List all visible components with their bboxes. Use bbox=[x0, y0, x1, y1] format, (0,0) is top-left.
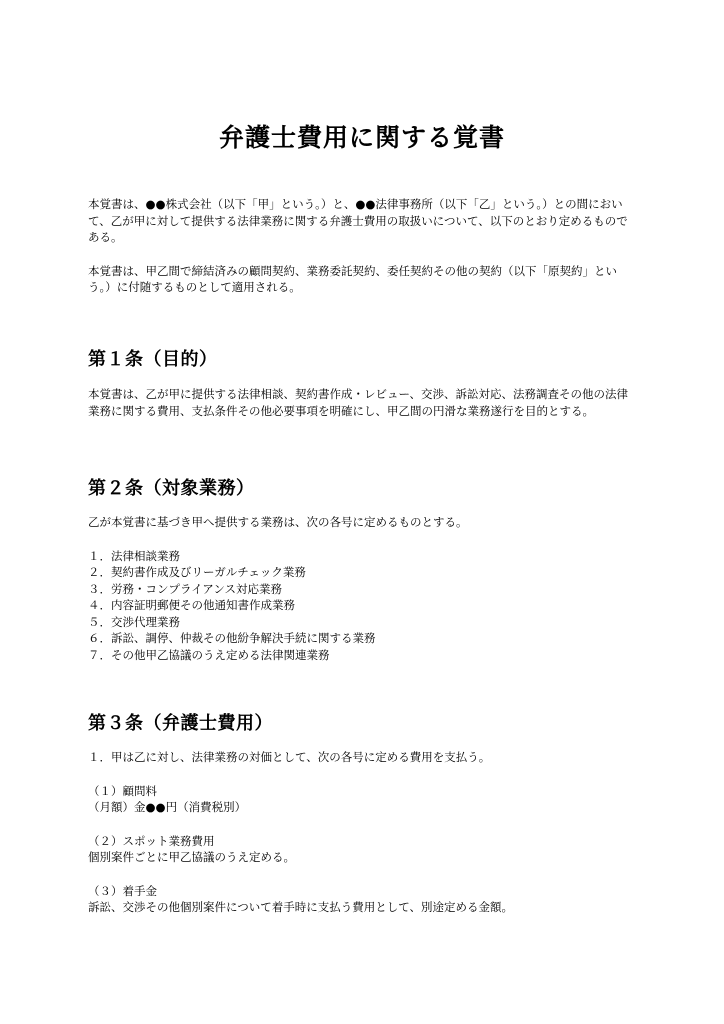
list-item: ６．訴訟、調停、仲裁その他紛争解決手続に関する業務 bbox=[88, 631, 376, 645]
fee-retainer-label: （１）顧問料 bbox=[88, 783, 157, 798]
list-item: ５．交渉代理業務 bbox=[88, 614, 180, 629]
article-3-body bbox=[88, 749, 636, 916]
article-2-body bbox=[88, 514, 636, 663]
document-title: 弁護士費用に関する覚書 bbox=[218, 123, 505, 152]
list-item: ２．契約書作成及びリーガルチェック業務 bbox=[88, 565, 306, 579]
fee-retainer bbox=[88, 783, 636, 816]
fee-retainer-detail: （月額）金●●円（消費税別） bbox=[88, 800, 247, 814]
fee-spot bbox=[88, 833, 636, 866]
fee-advance-label: （３）着手金 bbox=[88, 883, 157, 898]
preamble bbox=[88, 196, 636, 296]
preamble-paragraph-2: 本覚書は、甲乙間で締結済みの顧問契約、業務委託契約、委任契約その他の契約（以下「原契約」という。）に付随するものとして適用される。 bbox=[88, 263, 617, 294]
fee-spot-label: （２）スポット業務費用 bbox=[88, 833, 215, 848]
preamble-paragraph-1: 本覚書は、●●株式会社（以下「甲」という。）と、●●法律事務所（以下「乙」という。）との間において、乙が甲に対して提供する法律業務に関する弁護士費用の取扱いについて、以下のとおり定めるものである。 bbox=[88, 197, 628, 244]
article-3-heading: 第３条（弁護士費用） bbox=[88, 713, 273, 734]
article-1-body bbox=[88, 386, 636, 419]
article-1-text: 本覚書は、乙が甲に提供する法律相談、契約書作成・レビュー、交渉、訴訟対応、法務調査その他の法律業務に関する費用、支払条件その他必要事項を明確にし、甲乙間の円滑な業務遂行を目的とする。 bbox=[88, 387, 629, 418]
article-2-intro: 乙が本覚書に基づき甲へ提供する業務は、次の各号に定めるものとする。 bbox=[88, 515, 468, 529]
list-item: １．法律相談業務 bbox=[88, 548, 180, 563]
list-item: ７．その他甲乙協議のうえ定める法律関連業務 bbox=[88, 647, 330, 662]
article-2-heading: 第２条（対象業務） bbox=[88, 478, 255, 499]
list-item: ４．内容証明郵便その他通知書作成業務 bbox=[88, 598, 295, 612]
article-1-heading: 第１条（目的） bbox=[88, 349, 218, 370]
fee-advance-detail: 訴訟、交渉その他個別案件について着手時に支払う費用として、別途定める金額。 bbox=[88, 900, 514, 914]
article-3-intro: １．甲は乙に対し、法律業務の対価として、次の各号に定める費用を支払う。 bbox=[88, 750, 491, 764]
list-item: ３．労務・コンプライアンス対応業務 bbox=[88, 581, 283, 596]
fee-spot-detail: 個別案件ごとに甲乙協議のうえ定める。 bbox=[88, 850, 295, 864]
article-2-list bbox=[88, 548, 636, 664]
fee-retainer-advance bbox=[88, 883, 636, 916]
